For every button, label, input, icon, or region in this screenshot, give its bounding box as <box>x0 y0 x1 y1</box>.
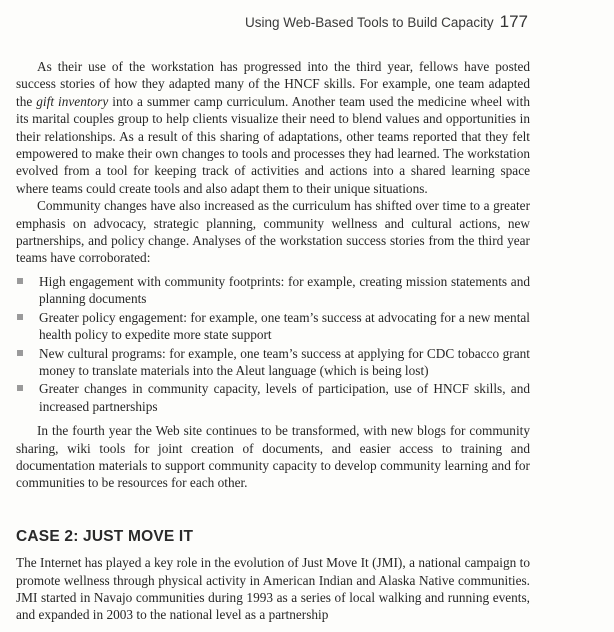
case-2-heading: CASE 2: JUST MOVE IT <box>16 527 194 545</box>
list-item: Greater policy engagement: for example, one team’s success at advocating for a new mental health policy to expedite more state support <box>16 309 530 344</box>
paragraph-fourth-year: In the fourth year the Web site continues to be transformed, with new blogs for community sharing, wiki tools for joint creation of documents, and easier access to training and documentation materials to support community capacity to develop community learning and for communities to be resources for each other. <box>16 423 530 491</box>
list-item: New cultural programs: for example, one team’s success at applying for CDC tobacco grant money to translate materials into the Aleut language (which is being lost) <box>16 345 530 380</box>
running-head <box>245 12 528 32</box>
corroborated-findings-list <box>16 273 530 415</box>
page-number: 177 <box>499 12 528 31</box>
square-bullet-icon <box>17 278 23 284</box>
square-bullet-icon <box>17 350 23 356</box>
paragraph-just-move-it: The Internet has played a key role in the evolution of Just Move It (JMI), a national campaign to promote wellness through physical activity in American Indian and Alaska Native communities. JMI started in Navajo communities during 1993 as a series of local walking and running events, and expanded in 2003 to the national level as a partnership <box>16 555 530 623</box>
list-item: High engagement with community footprints: for example, creating mission statements and planning documents <box>16 273 530 308</box>
body-text <box>16 58 530 624</box>
list-item: Greater changes in community capacity, levels of participation, use of HNCF skills, and increased partnerships <box>16 380 530 415</box>
paragraph-workstation-success: As their use of the workstation has progressed into the third year, fellows have posted success stories of how they adapted many of the HNCF skills. For example, one team adapted the gift inventory into a summer camp curriculum. Another team used the medicine wheel with its marital couples group to help clients visualize their need to blend values and opportunities in their relationships. As a result of this sharing of adaptations, other teams reported that they felt empowered to make their own changes to tools and processes they had learned. The workstation evolved from a tool for keeping track of activities and actions into a shared learning space where teams could create tools and also adapt them to their unique situations. <box>16 59 530 196</box>
square-bullet-icon <box>17 314 23 320</box>
paragraph-community-changes: Community changes have also increased as the curriculum has shifted over time to a greater emphasis on advocacy, strategic planning, community wellness and cultural actions, new partnerships, and policy change. Analyses of the workstation success stories from the third year teams have corroborated: <box>16 198 530 266</box>
square-bullet-icon <box>17 385 23 391</box>
running-head-title: Using Web-Based Tools to Build Capacity <box>244 15 494 30</box>
gift-inventory-term: gift inventory <box>36 93 109 109</box>
